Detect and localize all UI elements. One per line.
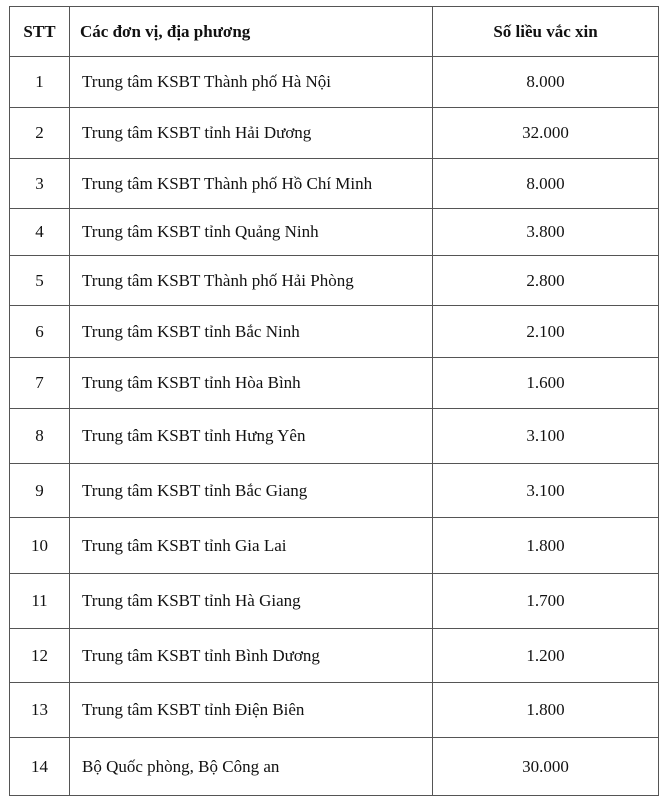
cell-doses: 1.600 xyxy=(433,358,659,409)
table-row xyxy=(10,738,659,796)
table-row xyxy=(10,464,659,518)
cell-stt: 11 xyxy=(10,574,70,629)
cell-stt: 3 xyxy=(10,159,70,209)
cell-unit: Trung tâm KSBT tỉnh Điện Biên xyxy=(70,683,433,738)
cell-unit: Trung tâm KSBT tỉnh Hòa Bình xyxy=(70,358,433,409)
cell-doses: 3.800 xyxy=(433,209,659,256)
table-row xyxy=(10,358,659,409)
cell-doses: 30.000 xyxy=(433,738,659,796)
header-stt: STT xyxy=(10,7,70,57)
cell-doses: 3.100 xyxy=(433,409,659,464)
vaccine-allocation-table xyxy=(9,6,659,796)
cell-unit: Trung tâm KSBT Thành phố Hồ Chí Minh xyxy=(70,159,433,209)
cell-unit: Trung tâm KSBT tỉnh Gia Lai xyxy=(70,518,433,574)
table-body xyxy=(10,57,659,796)
cell-unit: Trung tâm KSBT tỉnh Bắc Giang xyxy=(70,464,433,518)
cell-unit: Trung tâm KSBT tỉnh Hải Dương xyxy=(70,108,433,159)
table-row xyxy=(10,683,659,738)
header-doses: Số liều vắc xin xyxy=(433,7,659,57)
cell-stt: 5 xyxy=(10,256,70,306)
table-row xyxy=(10,256,659,306)
cell-unit: Trung tâm KSBT tỉnh Hà Giang xyxy=(70,574,433,629)
table-row xyxy=(10,108,659,159)
table-row xyxy=(10,518,659,574)
header-unit: Các đơn vị, địa phương xyxy=(70,7,433,57)
cell-stt: 8 xyxy=(10,409,70,464)
cell-stt: 9 xyxy=(10,464,70,518)
cell-doses: 1.800 xyxy=(433,518,659,574)
table-header xyxy=(10,7,659,57)
cell-stt: 2 xyxy=(10,108,70,159)
table-row xyxy=(10,159,659,209)
table-row xyxy=(10,409,659,464)
cell-stt: 10 xyxy=(10,518,70,574)
cell-doses: 1.800 xyxy=(433,683,659,738)
cell-stt: 1 xyxy=(10,57,70,108)
cell-doses: 1.200 xyxy=(433,629,659,683)
table-row xyxy=(10,574,659,629)
cell-stt: 12 xyxy=(10,629,70,683)
cell-unit: Trung tâm KSBT tỉnh Hưng Yên xyxy=(70,409,433,464)
cell-stt: 4 xyxy=(10,209,70,256)
cell-unit: Trung tâm KSBT Thành phố Hà Nội xyxy=(70,57,433,108)
cell-unit: Trung tâm KSBT tỉnh Bình Dương xyxy=(70,629,433,683)
cell-doses: 2.100 xyxy=(433,306,659,358)
cell-unit: Bộ Quốc phòng, Bộ Công an xyxy=(70,738,433,796)
cell-doses: 8.000 xyxy=(433,159,659,209)
cell-stt: 14 xyxy=(10,738,70,796)
cell-doses: 2.800 xyxy=(433,256,659,306)
table-row xyxy=(10,629,659,683)
cell-unit: Trung tâm KSBT tỉnh Quảng Ninh xyxy=(70,209,433,256)
cell-stt: 13 xyxy=(10,683,70,738)
table-row xyxy=(10,209,659,256)
cell-doses: 3.100 xyxy=(433,464,659,518)
cell-unit: Trung tâm KSBT tỉnh Bắc Ninh xyxy=(70,306,433,358)
cell-unit: Trung tâm KSBT Thành phố Hải Phòng xyxy=(70,256,433,306)
cell-stt: 6 xyxy=(10,306,70,358)
header-row xyxy=(10,7,659,57)
cell-doses: 1.700 xyxy=(433,574,659,629)
cell-stt: 7 xyxy=(10,358,70,409)
cell-doses: 8.000 xyxy=(433,57,659,108)
cell-doses: 32.000 xyxy=(433,108,659,159)
table-row xyxy=(10,306,659,358)
table-row xyxy=(10,57,659,108)
